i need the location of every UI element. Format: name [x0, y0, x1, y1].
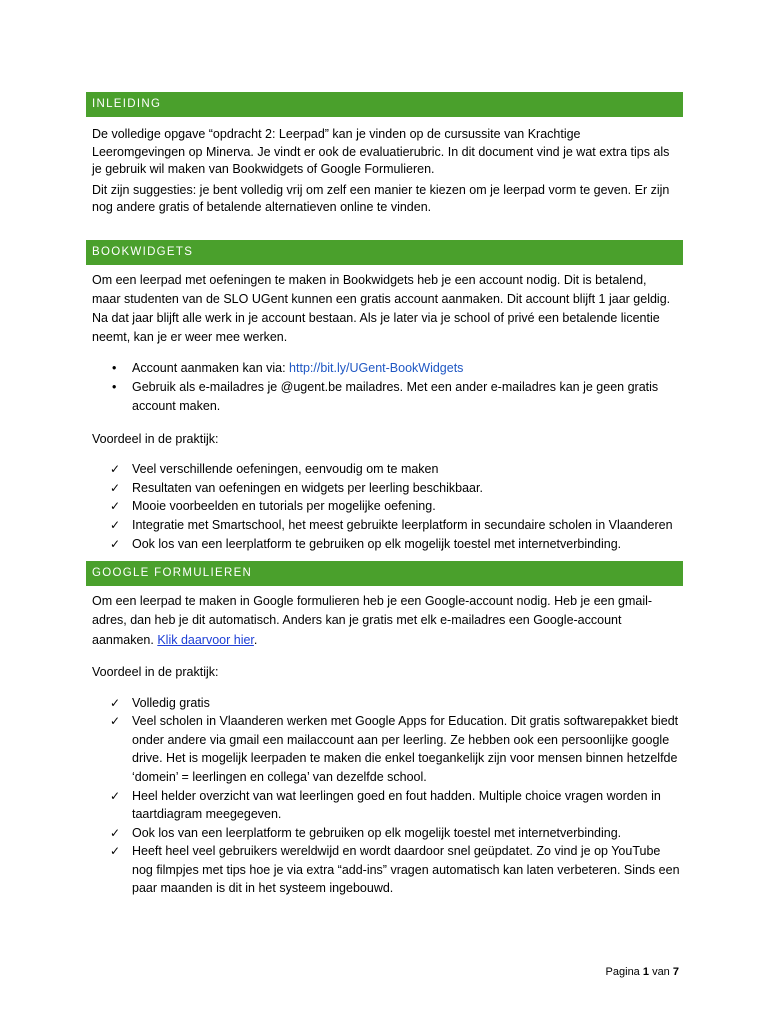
- google-paragraph: Om een leerpad te maken in Google formulieren heb je een Google-account nodig. Heb je een gmail-adres, dan heb je dit automatisch. Anders kan je gratis met elk e-mailadres een Google-account aanmaken. Klik daarvoor hier.: [92, 594, 653, 647]
- google-check-list: [86, 694, 683, 899]
- list-item: • Account aanmaken kan via: http://bit.ly/UGent-BookWidgets: [86, 359, 683, 378]
- list-item: ✓ Ook los van een leerplatform te gebruiken op elk mogelijk toestel met internetverbinding.: [86, 824, 683, 843]
- list-item: ✓ Integratie met Smartschool, het meest gebruikte leerplatform in secundaire scholen in Vlaanderen: [86, 516, 683, 535]
- list-item: ✓ Veel verschillende oefeningen, eenvoudig om te maken: [86, 460, 683, 479]
- section-heading-google: GOOGLE FORMULIEREN: [86, 561, 683, 586]
- page-number-footer: Pagina 1 van 7: [605, 966, 679, 978]
- bookwidgets-bullet-list: [86, 359, 683, 416]
- section-heading-intro: INLEIDING: [86, 92, 683, 117]
- intro-paragraph-1: De volledige opgave “opdracht 2: Leerpad” kan je vinden op de cursussite van Krachtige Leeromgevingen op Minerva. Je vindt er ook de evaluatierubric. In dit document vind je wat extra tips als je gebruik wil maken van Bookwidgets of Google Formulieren.: [92, 127, 670, 176]
- bookwidgets-link[interactable]: http://bit.ly/UGent-BookWidgets: [289, 360, 464, 375]
- bookwidgets-advantage-title: Voordeel in de praktijk:: [92, 431, 219, 446]
- list-item: ✓ Volledig gratis: [86, 694, 683, 713]
- list-item: ✓ Heeft heel veel gebruikers wereldwijd en wordt daardoor snel geüpdatet. Zo vind je op YouTube nog filmpjes met tips hoe je via extra “add-ins” vragen automatisch kan laten verbeteren. Sinds een paar maanden is dit in het systeem ingebouwd.: [86, 842, 683, 898]
- list-item: ✓ Heel helder overzicht van wat leerlingen goed en fout hadden. Multiple choice vragen worden in taartdiagram meegegeven.: [86, 787, 683, 824]
- bookwidgets-check-list: [86, 460, 683, 553]
- intro-paragraph-2: Dit zijn suggesties: je bent volledig vrij om zelf een manier te kiezen om je leerpad vorm te geven. Er zijn nog andere gratis of betalende alternatieven online te vinden.: [92, 182, 670, 214]
- google-advantage-title: Voordeel in de praktijk:: [92, 665, 219, 680]
- list-item: ✓ Resultaten van oefeningen en widgets per leerling beschikbaar.: [86, 479, 683, 498]
- list-item: • Gebruik als e-mailadres je @ugent.be mailadres. Met een ander e-mailadres kan je geen gratis account maken.: [86, 378, 683, 416]
- list-item: ✓ Mooie voorbeelden en tutorials per mogelijke oefening.: [86, 497, 683, 516]
- google-account-link[interactable]: Klik daarvoor hier: [157, 632, 254, 647]
- list-item: ✓ Veel scholen in Vlaanderen werken met Google Apps for Education. Dit gratis softwarepakket biedt onder andere via gmail een mailaccount aan per leerling. Ze hebben ook een persoonlijke google drive. Het is mogelijk leerpaden te maken die enkel toegankelijk zijn voor mensen binnen hetzelfde ‘domein’ = leerlingen en collega’ van dezelfde school.: [86, 712, 683, 786]
- bookwidgets-paragraph: Om een leerpad met oefeningen te maken in Bookwidgets heb je een account nodig. Dit is betalend, maar studenten van de SLO UGent kunnen een gratis account aanmaken. Dit account blijft 1 jaar geldig. Na dat jaar blijft alle werk in je account bestaan. Als je later via je school of privé een betalende licentie neemt, kan je er weer mee werken.: [92, 272, 671, 345]
- section-heading-bookwidgets: BOOKWIDGETS: [86, 240, 683, 265]
- document-page: [86, 92, 683, 898]
- list-item: ✓ Ook los van een leerplatform te gebruiken op elk mogelijk toestel met internetverbinding.: [86, 535, 683, 554]
